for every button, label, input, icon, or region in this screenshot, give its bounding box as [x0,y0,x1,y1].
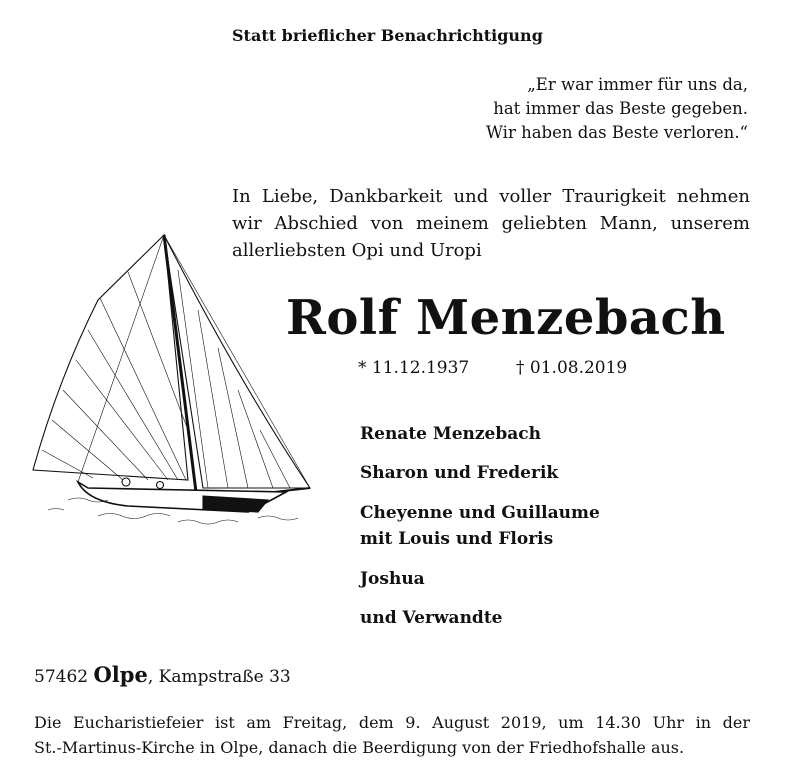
sailboat-illustration [28,230,318,530]
quote-line: „Er war immer für uns da, [527,75,748,94]
address-zip: 57462 [34,667,89,687]
funeral-info-line: St.-Martinus-Kirche in Olpe, danach die Beerdigung von der Friedhofshalle aus. [34,738,685,757]
death-date: † 01.08.2019 [516,358,628,378]
intro-line: In Liebe, Dankbarkeit und voller Traurigkeit nehmen [232,186,750,207]
address-street: , Kampstraße 33 [147,667,291,687]
funeral-info [34,710,750,760]
intro-line: wir Abschied von meinem geliebten Mann, unserem [232,213,750,234]
mourner-entry: Cheyenne und Guillaume [360,503,600,523]
mourner-entry: mit Louis und Floris [360,529,554,549]
memorial-quote [348,73,748,145]
intro-line: allerliebsten Opi und Uropi [232,240,482,261]
quote-line: Wir haben das Beste verloren.“ [486,123,748,142]
mourner-entry: Renate Menzebach [360,424,541,444]
header-notice: Statt brieflicher Benachrichtigung [232,26,543,45]
mourner-entry: und Verwandte [360,608,503,628]
birth-date: * 11.12.1937 [358,358,470,378]
address [34,662,291,687]
deceased-name: Rolf Menzebach [286,290,726,346]
funeral-info-line: Die Eucharistiefeier ist am Freitag, dem 9. August 2019, um 14.30 Uhr in der [34,713,750,732]
address-city: Olpe [93,662,148,687]
quote-line: hat immer das Beste gegeben. [493,99,748,118]
mourner-entry: Joshua [360,569,425,589]
mourner-entry: Sharon und Frederik [360,463,559,483]
